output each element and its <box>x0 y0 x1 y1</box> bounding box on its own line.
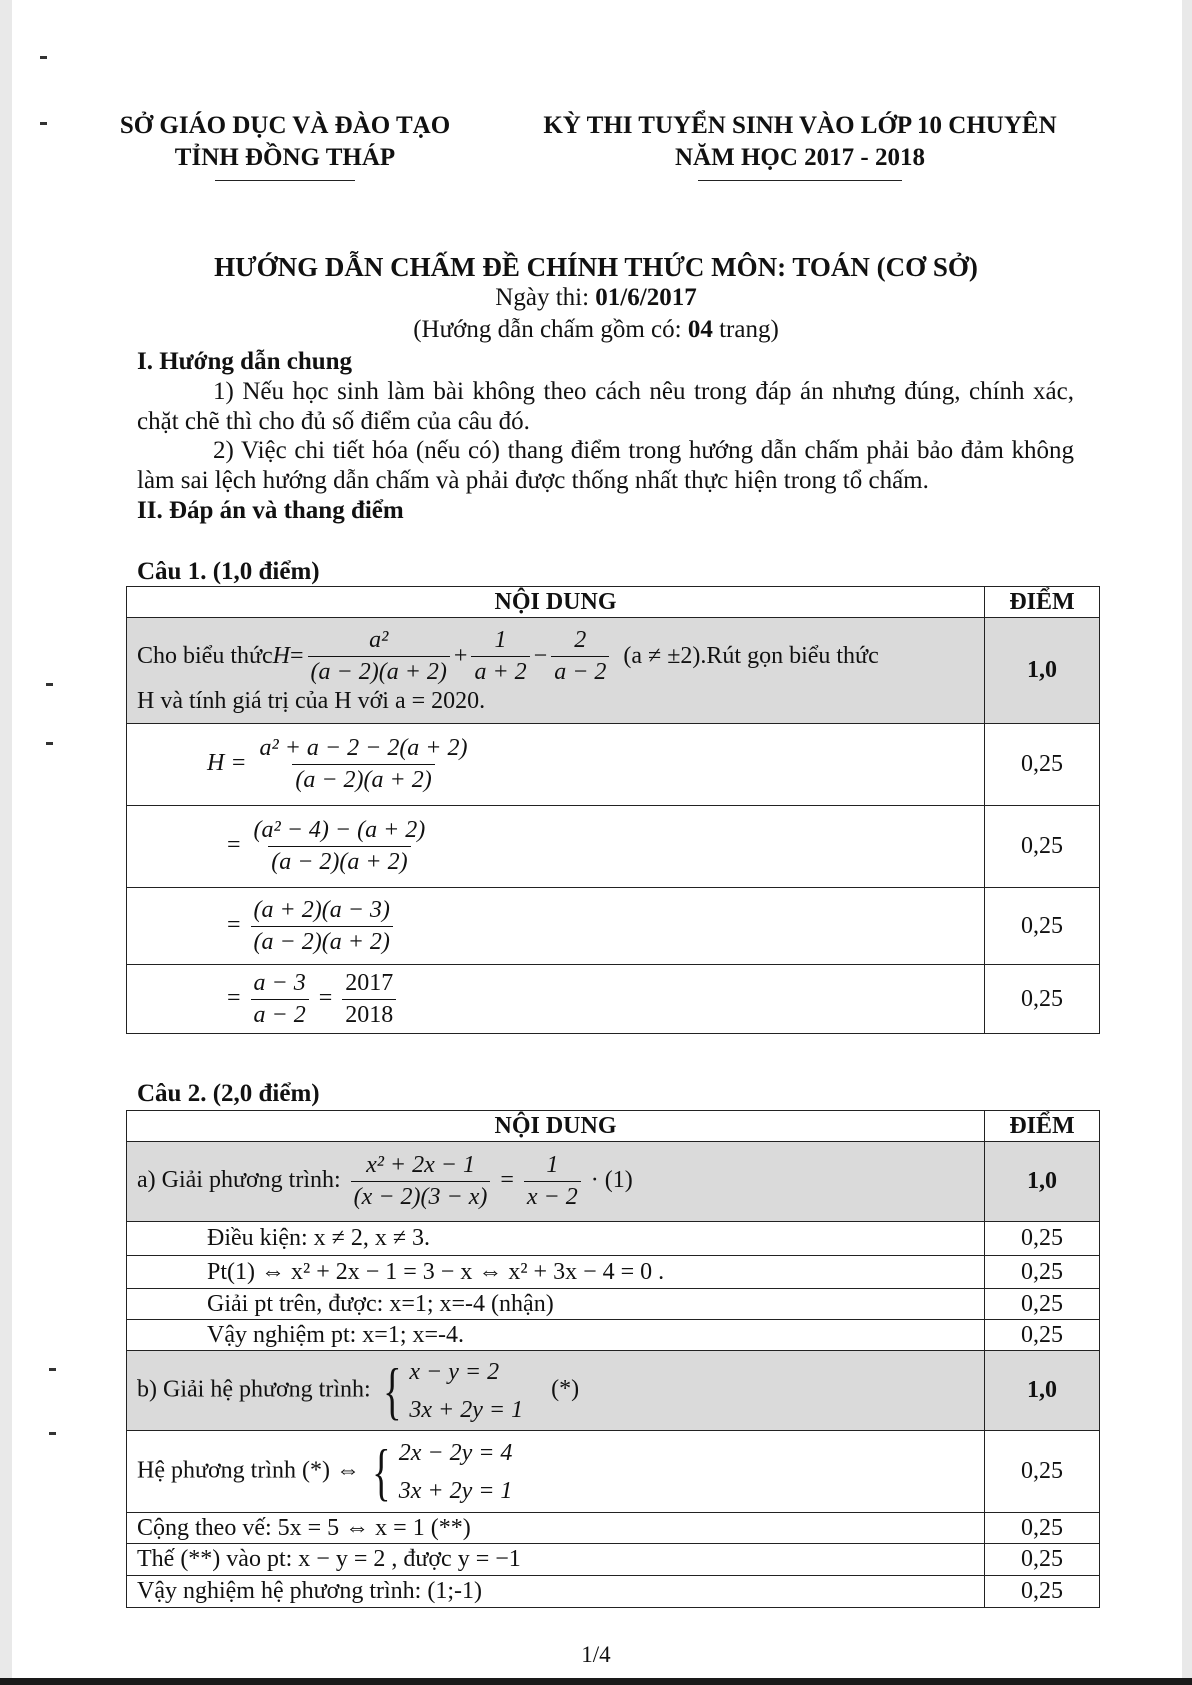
score-cell: 0,25 <box>985 1576 1100 1608</box>
scan-speck <box>46 742 53 745</box>
score-cell: 0,25 <box>985 1431 1100 1513</box>
general-rule-2: 2) Việc chi tiết hóa (nếu có) thang điểm trong hướng dẫn chấm phải bảo đảm không làm sai lệch hướng dẫn chấm và phải được thống nhất thực hiện trong tổ chấm. <box>137 437 1074 494</box>
exam-date: Ngày thi: 01/6/2017 <box>495 284 697 311</box>
score-cell: 0,25 <box>985 1289 1100 1320</box>
fraction: $\frac{\text{a² + a − 2 − 2(a + 2)}}{(a - 2)(a + 2)}$ <box>259 735 468 793</box>
score-cell: 0,25 <box>985 724 1100 806</box>
fraction: $\frac{\text{x² + 2x − 1}}{(x - 2)(3 - x)}$ <box>351 1152 491 1211</box>
table-header-row <box>127 587 1100 618</box>
fraction: $\frac{(a + 2)(a - 3)}{(a - 2)(a + 2)}$ <box>251 897 393 956</box>
step-content: Vậy nghiệm pt: x=1; x=-4. <box>127 1320 985 1351</box>
step-content: Giải pt trên, được: x=1; x=-4 (nhận) <box>127 1289 985 1320</box>
score-cell: 0,25 <box>985 888 1100 965</box>
step-row <box>127 806 1100 888</box>
fraction: $\frac{1}{x - 2}$ <box>524 1152 581 1211</box>
exam-header <box>500 110 1100 181</box>
fraction: $\frac{2017}{2018}$ <box>342 970 396 1029</box>
part-b-prompt: b) Giải hệ phương trình: { x − y = 2 3x + 2y = 1 (*) <box>127 1351 985 1431</box>
step-content: = $\frac{(a + 2)(a - 3)}{(a - 2)(a + 2)}$ <box>127 888 985 965</box>
scan-speck <box>49 1368 56 1371</box>
step-row <box>127 1513 1100 1544</box>
fraction: $\frac{2}{a - 2}$ <box>551 627 609 686</box>
scan-speck <box>49 1432 56 1435</box>
step-row <box>127 1256 1100 1289</box>
scan-speck <box>40 56 47 59</box>
equation-system: { 2x − 2y = 4 3x + 2y = 1 <box>372 1435 513 1507</box>
content-column-header: NỘI DUNG <box>127 1111 985 1142</box>
department-header <box>110 110 460 181</box>
score-column-header: ĐIỂM <box>985 1111 1100 1142</box>
score-cell: 0,25 <box>985 1544 1100 1576</box>
score-cell: 0,25 <box>985 1320 1100 1351</box>
general-heading: I. Hướng dẫn chung <box>137 348 353 375</box>
step-row <box>127 1431 1100 1513</box>
page-count-note: (Hướng dẫn chấm gồm có: 04 trang) <box>413 316 779 343</box>
general-rule-1: 1) Nếu học sinh làm bài không theo cách nêu trong đáp án nhưng đúng, chính xác, chặt chẽ thì cho đủ số điểm của câu đó. <box>137 378 1074 435</box>
province-name: TỈNH ĐỒNG THÁP <box>174 144 396 171</box>
document-title: HƯỚNG DẪN CHẤM ĐỀ CHÍNH THỨC MÔN: TOÁN (CƠ SỞ) <box>214 252 978 282</box>
fraction: $\frac{\text{(a² − 4) − (a + 2)}}{(a - 2)(a + 2)}$ <box>253 817 426 875</box>
school-year: NĂM HỌC 2017 - 2018 <box>675 144 925 171</box>
step-content: Vậy nghiệm hệ phương trình: (1;-1) <box>127 1576 985 1608</box>
fraction: $\frac{\text{a²}}{(a - 2)(a + 2)}$ <box>308 627 450 686</box>
score-cell: 0,25 <box>985 1513 1100 1544</box>
step-row <box>127 1320 1100 1351</box>
part-a-prompt-row <box>127 1142 1100 1222</box>
scan-speck <box>46 683 53 686</box>
header-underline <box>698 180 902 181</box>
step-content: Cộng theo vế: 5x = 5 ⇔ x = 1 (**) <box>127 1513 985 1544</box>
score-cell: 0,25 <box>985 1222 1100 1256</box>
step-row <box>127 1289 1100 1320</box>
question-1-title: Câu 1. (1,0 điểm) <box>137 558 320 585</box>
step-row <box>127 965 1100 1034</box>
score-cell: 1,0 <box>985 618 1100 724</box>
step-content: Hệ phương trình (*) ⇔ { 2x − 2y = 4 3x + 2y = 1 <box>127 1431 985 1513</box>
table-header-row <box>127 1111 1100 1142</box>
question-2-table <box>126 1110 1100 1608</box>
step-content: H = $\frac{\text{a² + a − 2 − 2(a + 2)}}{(a - 2)(a + 2)}$ <box>127 724 985 806</box>
score-cell: 1,0 <box>985 1351 1100 1431</box>
step-content: = $\frac{\text{(a² − 4) − (a + 2)}}{(a - 2)(a + 2)}$ <box>127 806 985 888</box>
equation-system: { x − y = 2 3x + 2y = 1 <box>382 1354 524 1426</box>
exam-name: KỲ THI TUYỂN SINH VÀO LỚP 10 CHUYÊN <box>543 112 1057 139</box>
score-cell: 0,25 <box>985 965 1100 1034</box>
fraction: $\frac{1}{a + 2}$ <box>471 627 529 686</box>
question-2-title: Câu 2. (2,0 điểm) <box>137 1080 320 1107</box>
step-content: Pt(1) ⇔ x² + 2x − 1 = 3 − x ⇔ x² + 3x − 4 = 0 . <box>127 1256 985 1289</box>
step-row <box>127 724 1100 806</box>
question-1-table <box>126 586 1100 1034</box>
step-row <box>127 1222 1100 1256</box>
scan-speck <box>40 122 47 125</box>
question-1-prompt: Cho biểu thức H = $\frac{\text{a²}}{(a - 2)(a + 2)}$ + $\frac{1}{a + 2}$ − $\frac{2}{a - 2}$ (a ≠ ±2). Rút gọn biểu thức H và tính giá trị của H với a = 2020. <box>127 618 985 724</box>
question-1-prompt-row <box>127 618 1100 724</box>
header-underline <box>215 180 355 181</box>
question-1-prompt-line2: H và tính giá trị của H với a = 2020. <box>137 687 486 714</box>
page-number: 1/4 <box>581 1642 611 1667</box>
score-cell: 0,25 <box>985 1256 1100 1289</box>
answers-heading: II. Đáp án và thang điểm <box>137 497 404 524</box>
step-content: Điều kiện: x ≠ 2, x ≠ 3. <box>127 1222 985 1256</box>
scan-bottom-edge <box>0 1678 1192 1685</box>
fraction: $\frac{a - 3}{a - 2}$ <box>251 970 309 1029</box>
score-column-header: ĐIỂM <box>985 587 1100 618</box>
step-row <box>127 1544 1100 1576</box>
step-content: = $\frac{a - 3}{a - 2}$ = $\frac{2017}{2018}$ <box>127 965 985 1034</box>
department-name: SỞ GIÁO DỤC VÀ ĐÀO TẠO <box>119 112 451 139</box>
left-brace: { <box>372 1435 391 1507</box>
score-cell: 1,0 <box>985 1142 1100 1222</box>
score-cell: 0,25 <box>985 806 1100 888</box>
step-content: Thế (**) vào pt: x − y = 2 , được y = −1 <box>127 1544 985 1576</box>
part-a-prompt: a) Giải phương trình: $\frac{\text{x² + 2x − 1}}{(x - 2)(3 - x)}$ = $\frac{1}{x - 2}$ · (1) <box>127 1142 985 1222</box>
part-b-prompt-row <box>127 1351 1100 1431</box>
step-row <box>127 888 1100 965</box>
step-row <box>127 1576 1100 1608</box>
left-brace: { <box>382 1354 402 1426</box>
content-column-header: NỘI DUNG <box>127 587 985 618</box>
